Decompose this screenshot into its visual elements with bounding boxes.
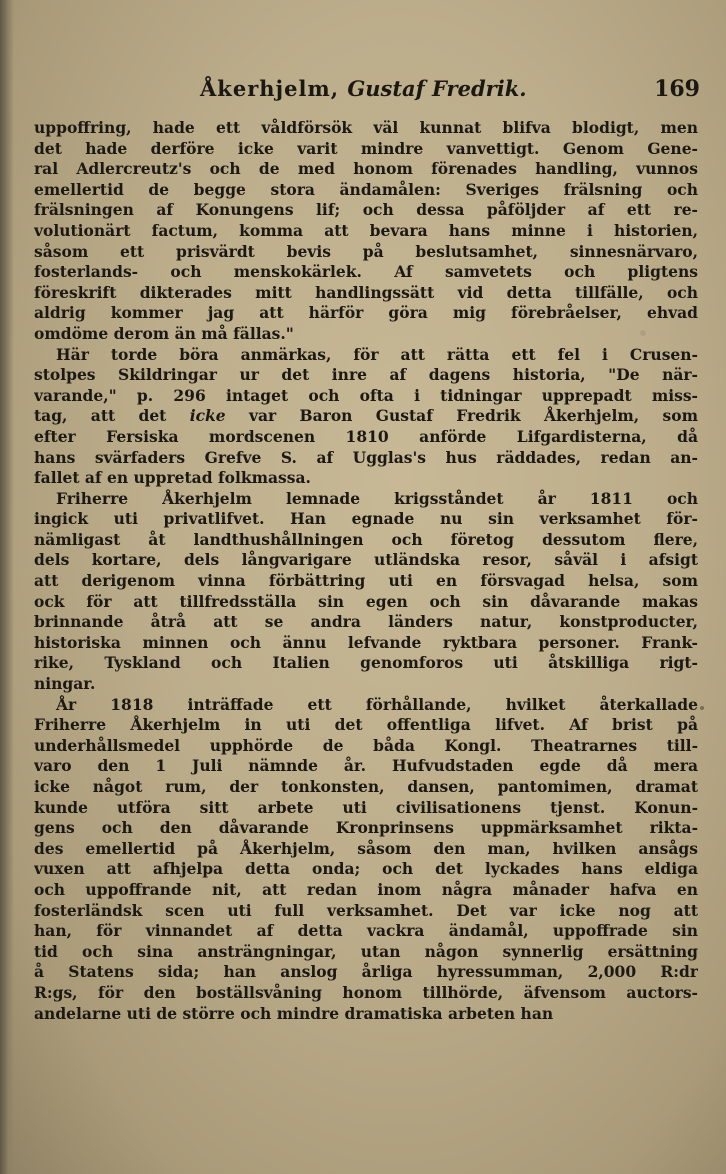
text-line: brinnande åtrå att se andra länders natur, konstproducter, — [34, 612, 698, 632]
text-line: emellertid de begge stora ändamålen: Sveriges frälsning och — [34, 179, 698, 199]
text-line: varande," p. 296 intaget och ofta i tidningar upprepadt miss- — [34, 385, 698, 405]
text-line: dels kortare, dels långvarigare utländska resor, såväl i afsigt — [34, 550, 698, 570]
text-line: Friherre Åkerhjelm lemnade krigsståndet år 1811 och — [56, 488, 698, 508]
paragraph — [34, 489, 698, 695]
page-number: 169 — [654, 76, 700, 102]
text-line: å Statens sida; han anslog årliga hyressumman, 2,000 R:dr — [34, 962, 698, 982]
emphasis: icke — [189, 406, 226, 426]
running-head-name: Åkerhjelm, — [200, 76, 340, 101]
text-line: det hade derföre icke varit mindre vanvettigt. Genom Gene- — [34, 138, 698, 158]
text-line: tid och sina ansträngningar, utan någon synnerlig ersättning — [34, 941, 698, 961]
text-line: rike, Tyskland och Italien genomforos uti åtskilliga rigt- — [34, 653, 698, 673]
text-line: efter Fersiska mordscenen 1810 anförde Lifgardisterna, då — [34, 426, 698, 446]
page-header — [40, 76, 700, 106]
text-line: aldrig kommer jag att härför göra mig förebråelser, ehvad — [34, 303, 698, 323]
text-line: ningar. — [34, 674, 96, 694]
text-line: gens och den dåvarande Kronprinsens uppmärksamhet rikta- — [34, 818, 698, 838]
running-head — [200, 76, 527, 101]
text-line: Friherre Åkerhjelm in uti det offentliga lifvet. Af brist på — [34, 715, 698, 735]
text-line: volutionärt factum, komma att bevara hans minne i historien, — [34, 220, 698, 240]
paper-stain — [700, 706, 704, 710]
paragraph — [34, 695, 698, 1025]
text-line: fallet af en uppretad folkmassa. — [34, 468, 311, 488]
text-line: hans svärfaders Grefve S. af Ugglas's hus räddades, redan an- — [34, 447, 698, 467]
text-line: såsom ett prisvärdt bevis på beslutsamhet, sinnesnärvaro, — [34, 241, 698, 261]
text-line: nämligast åt landthushållningen och företog dessutom flere, — [34, 529, 698, 549]
text-line: des emellertid på Åkerhjelm, såsom den man, hvilken ansågs — [34, 838, 698, 858]
text-line: icke något rum, der tonkonsten, dansen, pantomimen, dramat — [34, 777, 698, 796]
text-line: historiska minnen och ännu lefvande ryktbara personer. Frank- — [34, 632, 698, 652]
text-line: fosterlands- och menskokärlek. Af samvetets och pligtens — [34, 262, 698, 282]
text-line: ock för att tillfredsställa sin egen och sin dåvarande makas — [34, 591, 698, 611]
text-line: Här torde böra anmärkas, för att rätta ett fel i Crusen- — [56, 344, 698, 364]
text-line: R:gs, för den boställsvåning honom tillhörde, äfvensom auctors- — [34, 982, 698, 1002]
text-line: omdöme derom än må fällas." — [34, 323, 294, 343]
text-line: kunde utföra sitt arbete uti civilisationens tjenst. Konun- — [34, 797, 698, 817]
text-line: föreskrift dikterades mitt handlingssätt vid detta tillfälle, och — [34, 282, 698, 302]
text-line: varo den 1 Juli nämnde år. Hufvudstaden egde då mera — [34, 756, 698, 776]
text-line: underhållsmedel upphörde de båda Kongl. Theatrarnes till- — [34, 735, 698, 755]
text-line: fosterländsk scen uti full verksamhet. Det var icke nog att — [34, 900, 698, 920]
text-line: att derigenom vinna förbättring uti en försvagad helsa, som — [34, 571, 698, 591]
text-line: vuxen att afhjelpa detta onda; och det lyckades hans eldiga — [34, 859, 698, 879]
text-line: År 1818 inträffade ett förhållande, hvilket återkallade — [56, 694, 698, 714]
text-line: frälsningen af Konungens lif; och dessa påföljder af ett re- — [34, 200, 698, 220]
text-line: ral Adlercreutz's och de med honom förenades handling, vunnos — [34, 159, 698, 179]
text-line: stolpes Skildringar ur det inre af dagens historia, "De när- — [34, 365, 698, 385]
text-line: ingick uti privatlifvet. Han egnade nu sin verksamhet för- — [34, 509, 698, 529]
text-line: tag, att det icke var Baron Gustaf Fredrik Åkerhjelm, som — [34, 406, 698, 426]
text-line: andelarne uti de större och mindre dramatiska arbeten han — [34, 1003, 554, 1023]
text-line: han, för vinnandet af detta vackra ändamål, uppoffrade sin — [34, 921, 698, 941]
paragraph — [34, 345, 698, 489]
paragraph — [34, 118, 698, 345]
body-text — [34, 118, 698, 1024]
text-line: uppoffring, hade ett våldförsök väl kunnat blifva blodigt, men — [34, 118, 698, 137]
running-head-subtitle: Gustaf Fredrik. — [347, 76, 527, 101]
text-line: och uppoffrande nit, att redan inom några månader hafva en — [34, 879, 698, 899]
